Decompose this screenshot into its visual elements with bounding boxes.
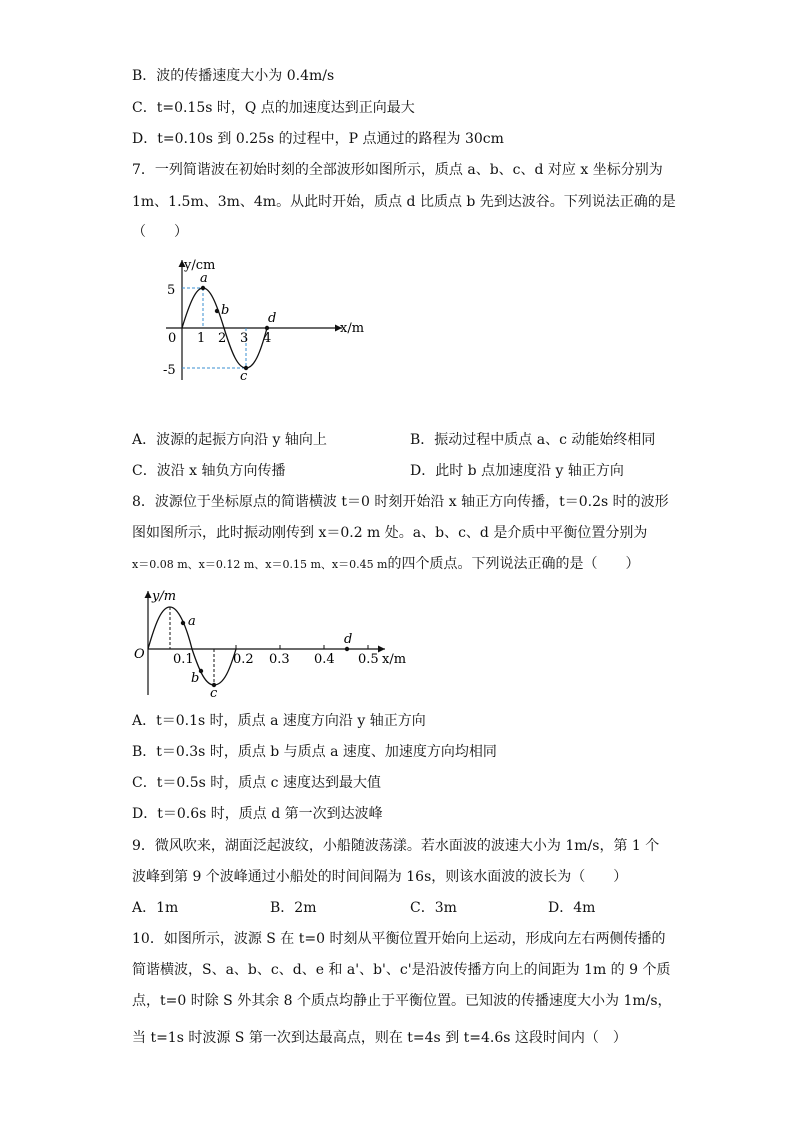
- q7-point-a: [201, 286, 205, 290]
- q8-positions-formula: x＝0.08 m、x＝0.12 m、x＝0.15 m、x＝0.45 m: [132, 558, 388, 571]
- q8-label-b: b: [191, 671, 200, 686]
- q9-option-b: B．2m: [270, 900, 317, 916]
- q7-xtick-2: 2: [218, 331, 227, 346]
- q7-xtick-3: 3: [240, 331, 249, 346]
- q9-option-d: D．4m: [548, 900, 596, 916]
- q8-stem-line3-text: 的四个质点。下列说法正确的是（ ）: [387, 556, 640, 572]
- q7-ytick-neg5: -5: [163, 363, 176, 378]
- q8-x-label: x/m: [382, 652, 407, 667]
- q7-point-d: [265, 326, 269, 330]
- q8-xtick-0.3: 0.3: [269, 652, 290, 667]
- q8-option-a: A．t＝0.1s 时，质点 a 速度方向沿 y 轴正方向: [132, 713, 426, 729]
- q7-xtick-4: 4: [263, 331, 272, 346]
- q8-point-d: [345, 647, 349, 651]
- q9-option-c: C．3m: [410, 900, 457, 916]
- q8-label-d: d: [344, 632, 353, 647]
- q7-ytick-5: 5: [167, 283, 176, 298]
- q7-stem-line3: （ ）: [132, 224, 188, 240]
- q7-stem-line2: 1m、1.5m、3m、4m。从此时开始，质点 d 比质点 b 先到达波谷。下列说法正确的是: [132, 194, 676, 210]
- q9-option-a: A．1m: [132, 900, 179, 916]
- q6-option-d: D．t=0.10s 到 0.25s 的过程中，P 点通过的路程为 30cm: [132, 131, 504, 147]
- q7-label-b: b: [221, 303, 230, 318]
- q9-stem-line2: 波峰到第 9 个波峰通过小船处的时间间隔为 16s，则该水面波的波长为（ ）: [132, 869, 628, 885]
- q10-stem-line3: 点，t=0 时除 S 外其余 8 个质点均静止于平衡位置。已知波的传播速度大小为 1m/s，: [132, 993, 672, 1009]
- q8-wave-figure: [130, 585, 420, 700]
- q8-option-d: D．t＝0.6s 时，质点 d 第一次到达波峰: [132, 806, 383, 822]
- q8-option-c: C．t＝0.5s 时，质点 c 速度达到最大值: [132, 775, 381, 791]
- q7-wave-figure: [160, 252, 380, 387]
- q8-point-a: [181, 621, 185, 625]
- q7-option-a: A．波源的起振方向沿 y 轴向上: [132, 432, 327, 448]
- q7-point-b: [215, 309, 219, 313]
- q8-xtick-0.4: 0.4: [314, 652, 335, 667]
- q8-xtick-0.5: 0.5: [358, 652, 379, 667]
- q8-label-c: c: [210, 686, 218, 700]
- q6-option-b: B．波的传播速度大小为 0.4m/s: [132, 68, 335, 84]
- q10-stem-line1: 10．如图所示，波源 S 在 t=0 时刻从平衡位置开始向上运动，形成向左右两侧传播的: [132, 931, 666, 947]
- q8-origin: O: [134, 647, 145, 662]
- q7-y-label: y/cm: [184, 258, 216, 273]
- q10-stem-line4: 当 t=1s 时波源 S 第一次到达最高点，则在 t=4s 到 t=4.6s 这段时间内（ ）: [132, 1030, 627, 1046]
- q7-option-d: D．此时 b 点加速度沿 y 轴正方向: [410, 463, 624, 479]
- q7-x-label: x/m: [340, 321, 365, 336]
- q7-option-c: C．波沿 x 轴负方向传播: [132, 463, 286, 479]
- q8-y-label: y/m: [152, 589, 177, 604]
- q7-xtick-1: 1: [197, 331, 206, 346]
- q8-stem-line1: 8．波源位于坐标原点的简谐横波 t＝0 时刻开始沿 x 轴正方向传播，t＝0.2s 时的波形: [132, 494, 669, 510]
- q7-label-c: c: [240, 369, 248, 384]
- q9-stem-line1: 9．微风吹来，湖面泛起波纹，小船随波荡漾。若水面波的波速大小为 1m/s，第 1 个: [132, 838, 660, 854]
- q8-label-a: a: [188, 614, 196, 629]
- q8-stem-line2: 图如图所示，此时振动刚传到 x＝0.2 m 处。a、b、c、d 是介质中平衡位置分别为: [132, 525, 648, 541]
- q8-xtick-0.2: 0.2: [233, 652, 254, 667]
- q8-point-b: [199, 669, 203, 673]
- q7-option-b: B．振动过程中质点 a、c 动能始终相同: [410, 432, 656, 448]
- q8-xtick-0.1: 0.1: [173, 652, 194, 667]
- q7-stem-line1: 7．一列简谐波在初始时刻的全部波形如图所示，质点 a、b、c、d 对应 x 坐标分别为: [132, 162, 663, 178]
- q6-option-c: C．t=0.15s 时，Q 点的加速度达到正向最大: [132, 100, 415, 116]
- q8-option-b: B．t＝0.3s 时，质点 b 与质点 a 速度、加速度方向均相同: [132, 744, 497, 760]
- q7-label-d: d: [268, 311, 277, 326]
- q7-label-a: a: [200, 271, 208, 286]
- q8-stem-line3: [132, 554, 640, 575]
- q7-xtick-0: 0: [168, 331, 177, 346]
- q10-stem-line2: 简谐横波，S、a、b、c、d、e 和 a'、b'、c'是沿波传播方向上的间距为 1m 的 9 个质: [132, 962, 671, 978]
